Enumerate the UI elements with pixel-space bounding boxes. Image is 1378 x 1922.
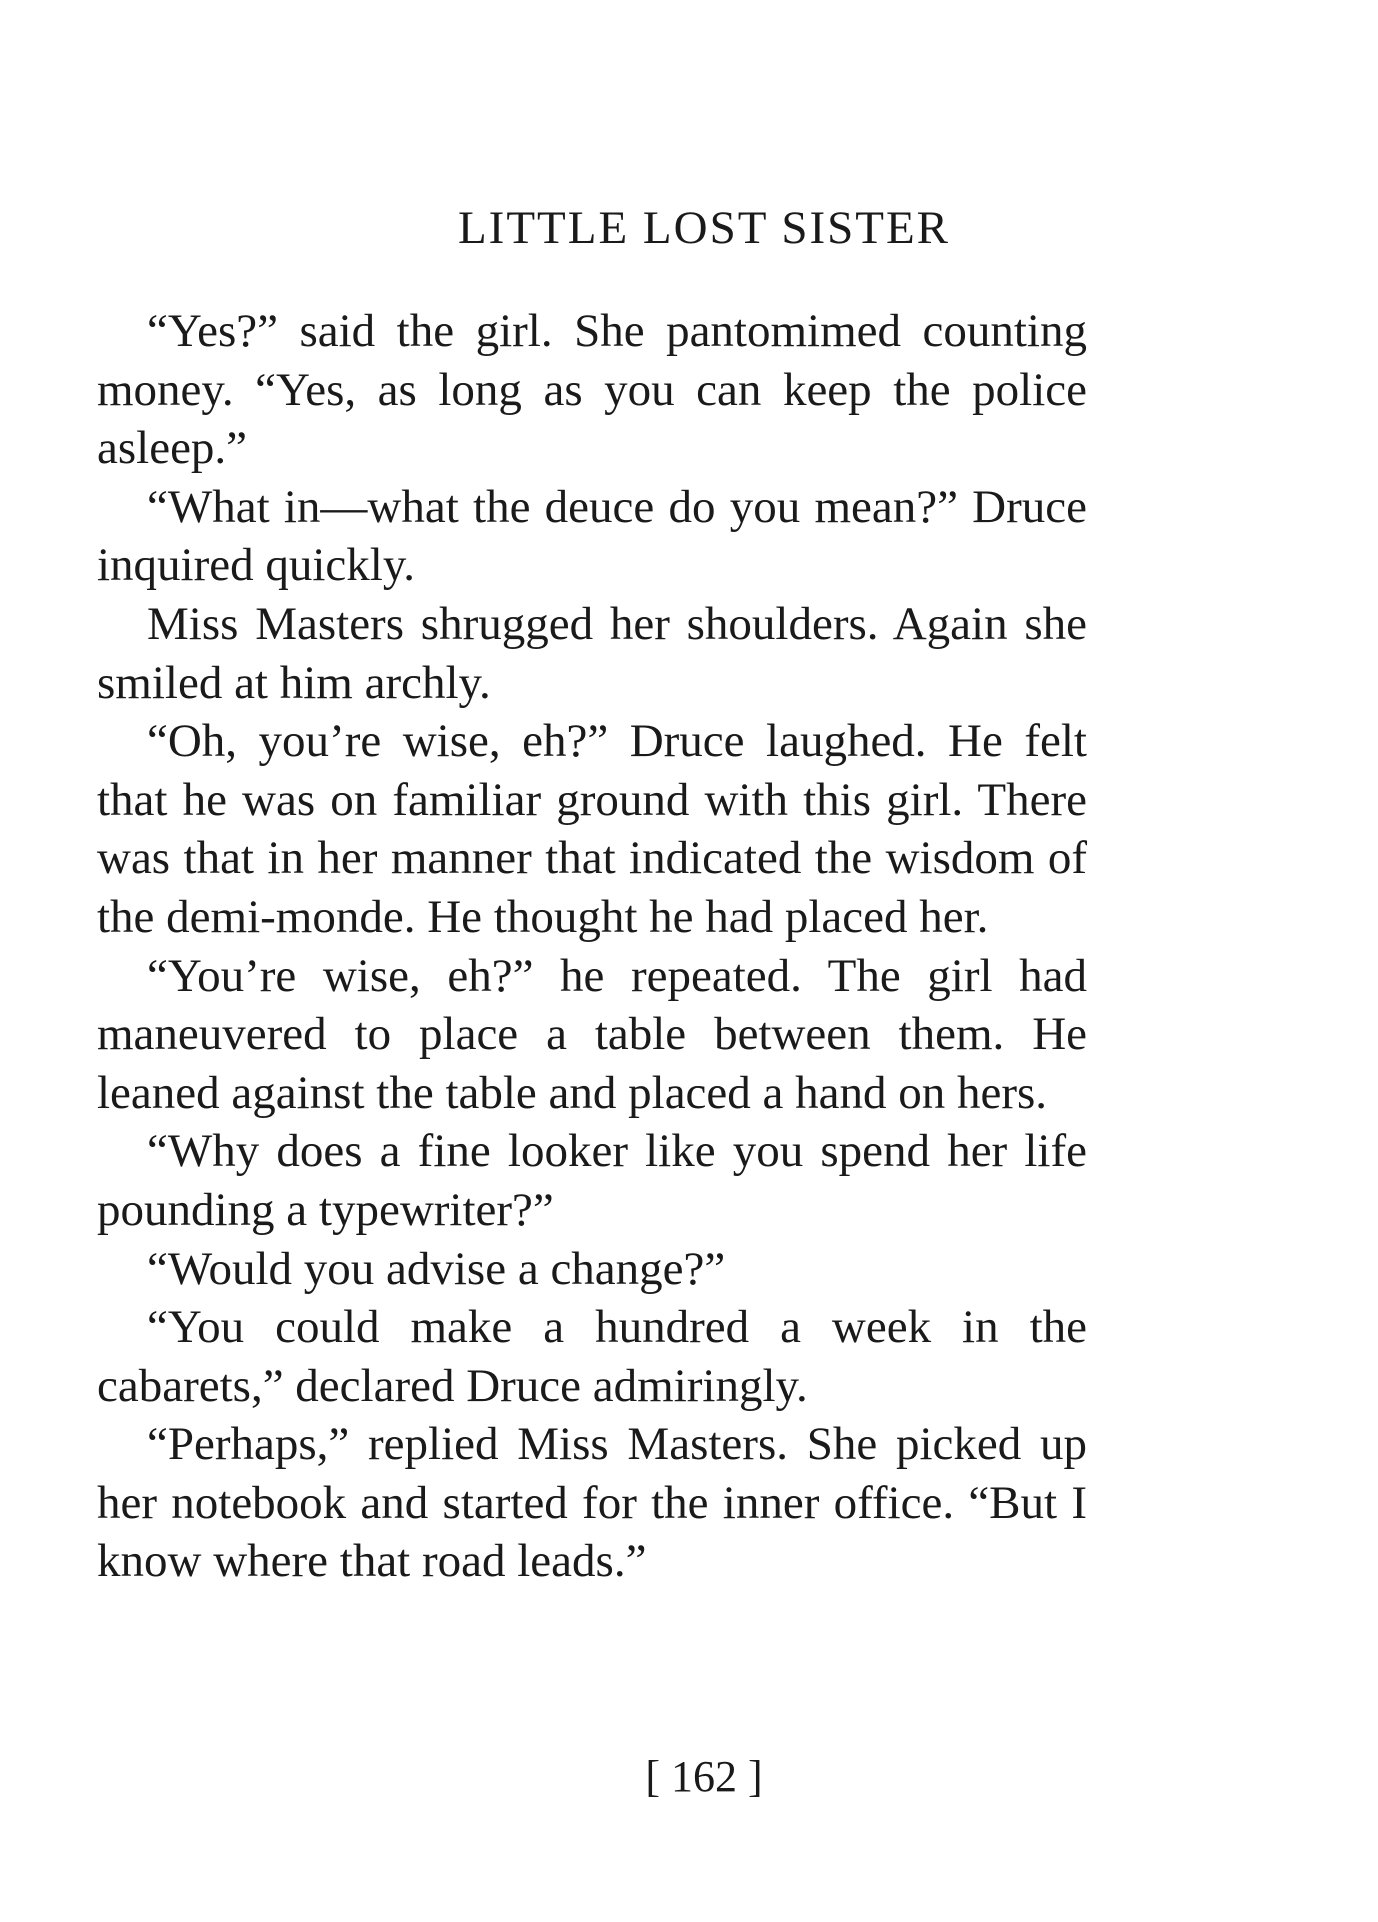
paragraph: “What in—what the deuce do you mean?” Druce inquired quickly. bbox=[97, 480, 1087, 592]
paragraph: “You could make a hundred a week in the cabarets,” declared Druce admiringly. bbox=[97, 1301, 1087, 1412]
paragraph: “You’re wise, eh?” he repeated. The girl had maneuvered to place a table between them. He leaned against the table and placed a hand on hers. bbox=[97, 949, 1087, 1119]
paragraph: “Oh, you’re wise, eh?” Druce laughed. He felt that he was on familiar ground with this girl. There was that in her manner that indicated the wisdom of the demi-monde. He thought he had placed her. bbox=[97, 715, 1087, 943]
running-head: LITTLE LOST SISTER bbox=[457, 202, 951, 254]
paragraph: “Why does a fine looker like you spend her life pounding a typewriter?” bbox=[97, 1125, 1087, 1236]
paragraph: “Would you advise a change?” bbox=[147, 1242, 726, 1295]
body-text bbox=[97, 302, 1087, 1591]
paragraph: “Yes?” said the girl. She pantomimed counting money. “Yes, as long as you can keep the police asleep.” bbox=[97, 305, 1087, 475]
paragraph: “Perhaps,” replied Miss Masters. She picked up her notebook and started for the inner office. “But I know where that road leads.” bbox=[97, 1418, 1087, 1588]
paragraph: Miss Masters shrugged her shoulders. Again she smiled at him archly. bbox=[97, 597, 1087, 709]
page-number: [ 162 ] bbox=[645, 1752, 763, 1801]
